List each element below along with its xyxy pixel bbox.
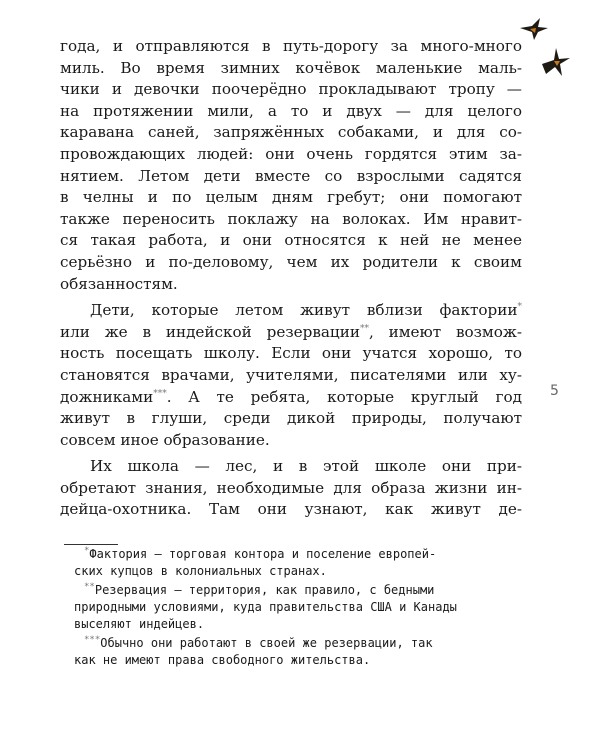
text-line: нятием. Летом дети вместе со взрослыми садятся xyxy=(60,166,522,185)
footnote-1 xyxy=(60,546,522,580)
footnote-line: ских купцов в колониальных странах. xyxy=(74,564,327,578)
text-line: года, и отправляются в путь-дорогу за много-много xyxy=(60,37,522,55)
footnote-line: как не имеют права свободного жительства. xyxy=(74,653,371,667)
text-line: серьёзно и по-деловому, чем их родители к своим xyxy=(60,252,522,271)
footnote-line xyxy=(60,546,522,563)
footnote-text: Фактория — торговая контора и поселение европей- xyxy=(89,547,437,561)
bird-icon xyxy=(520,18,548,40)
footnote-text: Резервация — территория, как правило, с бедными xyxy=(94,583,435,597)
text-line xyxy=(60,387,522,409)
text-line: совсем иное образование. xyxy=(60,430,270,449)
text-line: Их школа — лес, и в этой школе они при- xyxy=(90,457,522,476)
birds-illustration xyxy=(518,14,574,84)
page-number: 5 xyxy=(550,383,559,399)
footnote-text: Обычно они работают в своей же резервации, так xyxy=(100,636,433,650)
text-line: каравана саней, запряжённых собаками, и для со- xyxy=(60,123,522,142)
bird-icon xyxy=(542,48,570,76)
footnotes xyxy=(60,546,522,669)
footnote-line: природными условиями, куда правительства США и Канады xyxy=(74,600,457,614)
text-segment: . А те ребята, которые круглый год xyxy=(166,387,522,406)
text-line: обязанностям. xyxy=(60,274,178,293)
footnote-marker: * xyxy=(84,546,90,556)
paragraph-1 xyxy=(60,36,522,295)
footnote-marker: ** xyxy=(84,582,95,592)
footnote-3 xyxy=(60,635,522,669)
text-line: в челны и по целым дням гребут; они помогают xyxy=(60,188,522,207)
footnote-marker[interactable]: ** xyxy=(359,323,369,334)
text-line: чики и девочки поочерёдно прокладывают тропу — xyxy=(60,80,522,99)
text-line: ся такая работа, и они относятся к ней не менее xyxy=(60,231,522,250)
text-line: также переносить поклажу на волоках. Им нравит- xyxy=(60,209,522,228)
text-line: на протяжении мили, а то и двух — для целого xyxy=(60,101,522,120)
text-line: дейца-охотника. Там они узнают, как живут де- xyxy=(60,500,522,519)
text-segment: , имеют возмож- xyxy=(368,322,522,341)
footnote-line xyxy=(60,582,522,599)
text-line xyxy=(60,300,522,322)
footnote-marker: *** xyxy=(84,635,101,645)
footnote-line: выселяют индейцев. xyxy=(74,617,205,631)
footnote-marker[interactable]: *** xyxy=(153,388,167,399)
text-line xyxy=(60,322,522,344)
paragraph-3 xyxy=(60,456,522,521)
footnote-marker[interactable]: * xyxy=(517,302,522,313)
text-segment: дожниками xyxy=(60,387,154,406)
footnote-2 xyxy=(60,582,522,633)
footnote-line xyxy=(60,635,522,652)
text-segment: или же в индейской резервации xyxy=(60,322,360,341)
footnote-divider xyxy=(64,544,118,545)
text-segment: Дети, которые летом живут вблизи фактории xyxy=(90,301,518,320)
text-line: ность посещать школу. Если они учатся хорошо, то xyxy=(60,344,522,363)
main-text xyxy=(60,36,522,521)
paragraph-2 xyxy=(60,300,522,451)
text-line: миль. Во время зимних кочёвок маленькие маль- xyxy=(60,58,522,77)
text-line: становятся врачами, учителями, писателями или ху- xyxy=(60,365,522,384)
text-line: провождающих людей: они очень гордятся этим за- xyxy=(60,144,522,163)
text-line: обретают знания, необходимые для образа жизни ин- xyxy=(60,478,522,497)
text-line: живут в глуши, среди дикой природы, получают xyxy=(60,409,522,428)
